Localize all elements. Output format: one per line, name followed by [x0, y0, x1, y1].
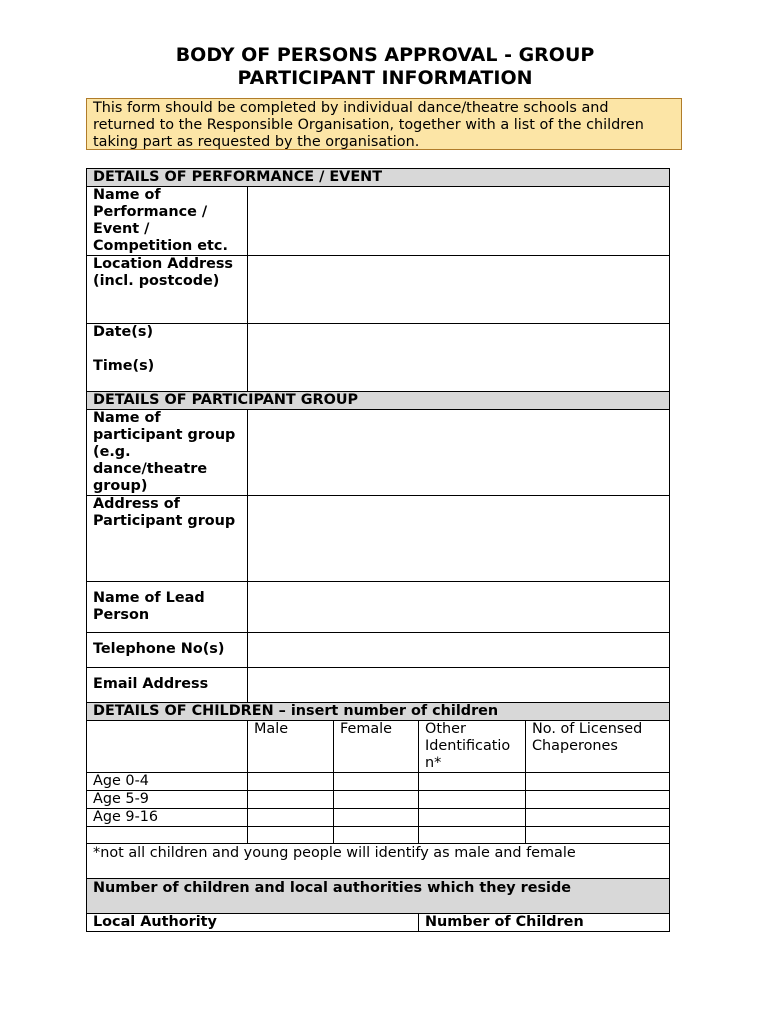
- col-male: Male: [248, 721, 334, 773]
- col-other-identification: Other Identificatio n*: [419, 721, 526, 773]
- group-name-field[interactable]: [248, 410, 670, 496]
- page-title: [0, 44, 770, 90]
- location-address-label: Location Address (incl. postcode): [87, 256, 248, 324]
- age-5-9-male-cell[interactable]: [248, 791, 334, 809]
- age-0-4-male-cell[interactable]: [248, 773, 334, 791]
- extra-male-cell[interactable]: [248, 827, 334, 844]
- telephone-field[interactable]: [248, 633, 670, 668]
- group-address-label: Address of Participant group: [87, 496, 248, 582]
- email-field[interactable]: [248, 668, 670, 703]
- event-name-label: Name of Performance / Event / Competition etc.: [87, 187, 248, 256]
- age-0-4-female-cell[interactable]: [334, 773, 419, 791]
- date-time-field[interactable]: [248, 324, 670, 392]
- age-9-16-female-cell[interactable]: [334, 809, 419, 827]
- age-9-16-male-cell[interactable]: [248, 809, 334, 827]
- lead-person-label: Name of Lead Person: [87, 582, 248, 633]
- age-row-label: Age 0-4: [87, 773, 248, 791]
- age-5-9-other-cell[interactable]: [419, 791, 526, 809]
- number-of-children-column-header: Number of Children: [419, 914, 670, 932]
- age-row-label: Age 5-9: [87, 791, 248, 809]
- extra-chaperones-cell[interactable]: [526, 827, 670, 844]
- performance-section-header: DETAILS OF PERFORMANCE / EVENT: [87, 169, 670, 187]
- age-5-9-chaperones-cell[interactable]: [526, 791, 670, 809]
- children-section-header: DETAILS OF CHILDREN – insert number of children: [87, 703, 670, 721]
- age-0-4-other-cell[interactable]: [419, 773, 526, 791]
- col-licensed-chaperones: No. of Licensed Chaperones: [526, 721, 670, 773]
- extra-row-label-cell[interactable]: [87, 827, 248, 844]
- participant-form-table: [86, 168, 670, 932]
- date-time-label-cell: [87, 324, 248, 392]
- intro-notice: This form should be completed by individual dance/theatre schools and returned to the Responsible Organisation, together with a list of the children taking part as requested by the organisation.: [86, 98, 682, 150]
- group-address-field[interactable]: [248, 496, 670, 582]
- col-female: Female: [334, 721, 419, 773]
- telephone-label: Telephone No(s): [87, 633, 248, 668]
- dates-label: Date(s): [93, 324, 154, 340]
- age-9-16-chaperones-cell[interactable]: [526, 809, 670, 827]
- lead-person-field[interactable]: [248, 582, 670, 633]
- title-line-1: BODY OF PERSONS APPROVAL - GROUP: [175, 44, 595, 66]
- extra-other-cell[interactable]: [419, 827, 526, 844]
- email-label: Email Address: [87, 668, 248, 703]
- extra-female-cell[interactable]: [334, 827, 419, 844]
- local-authority-column-header: Local Authority: [87, 914, 419, 932]
- title-line-2: PARTICIPANT INFORMATION: [237, 67, 533, 89]
- age-5-9-female-cell[interactable]: [334, 791, 419, 809]
- location-address-field[interactable]: [248, 256, 670, 324]
- children-corner-cell: [87, 721, 248, 773]
- age-9-16-other-cell[interactable]: [419, 809, 526, 827]
- group-section-header: DETAILS OF PARTICIPANT GROUP: [87, 392, 670, 410]
- times-label: Time(s): [93, 358, 155, 374]
- authorities-section-header: Number of children and local authorities which they reside: [87, 879, 670, 914]
- age-row-label: Age 9-16: [87, 809, 248, 827]
- age-0-4-chaperones-cell[interactable]: [526, 773, 670, 791]
- identification-footnote: *not all children and young people will identify as male and female: [87, 844, 670, 879]
- event-name-field[interactable]: [248, 187, 670, 256]
- group-name-label: Name of participant group (e.g. dance/theatre group): [87, 410, 248, 496]
